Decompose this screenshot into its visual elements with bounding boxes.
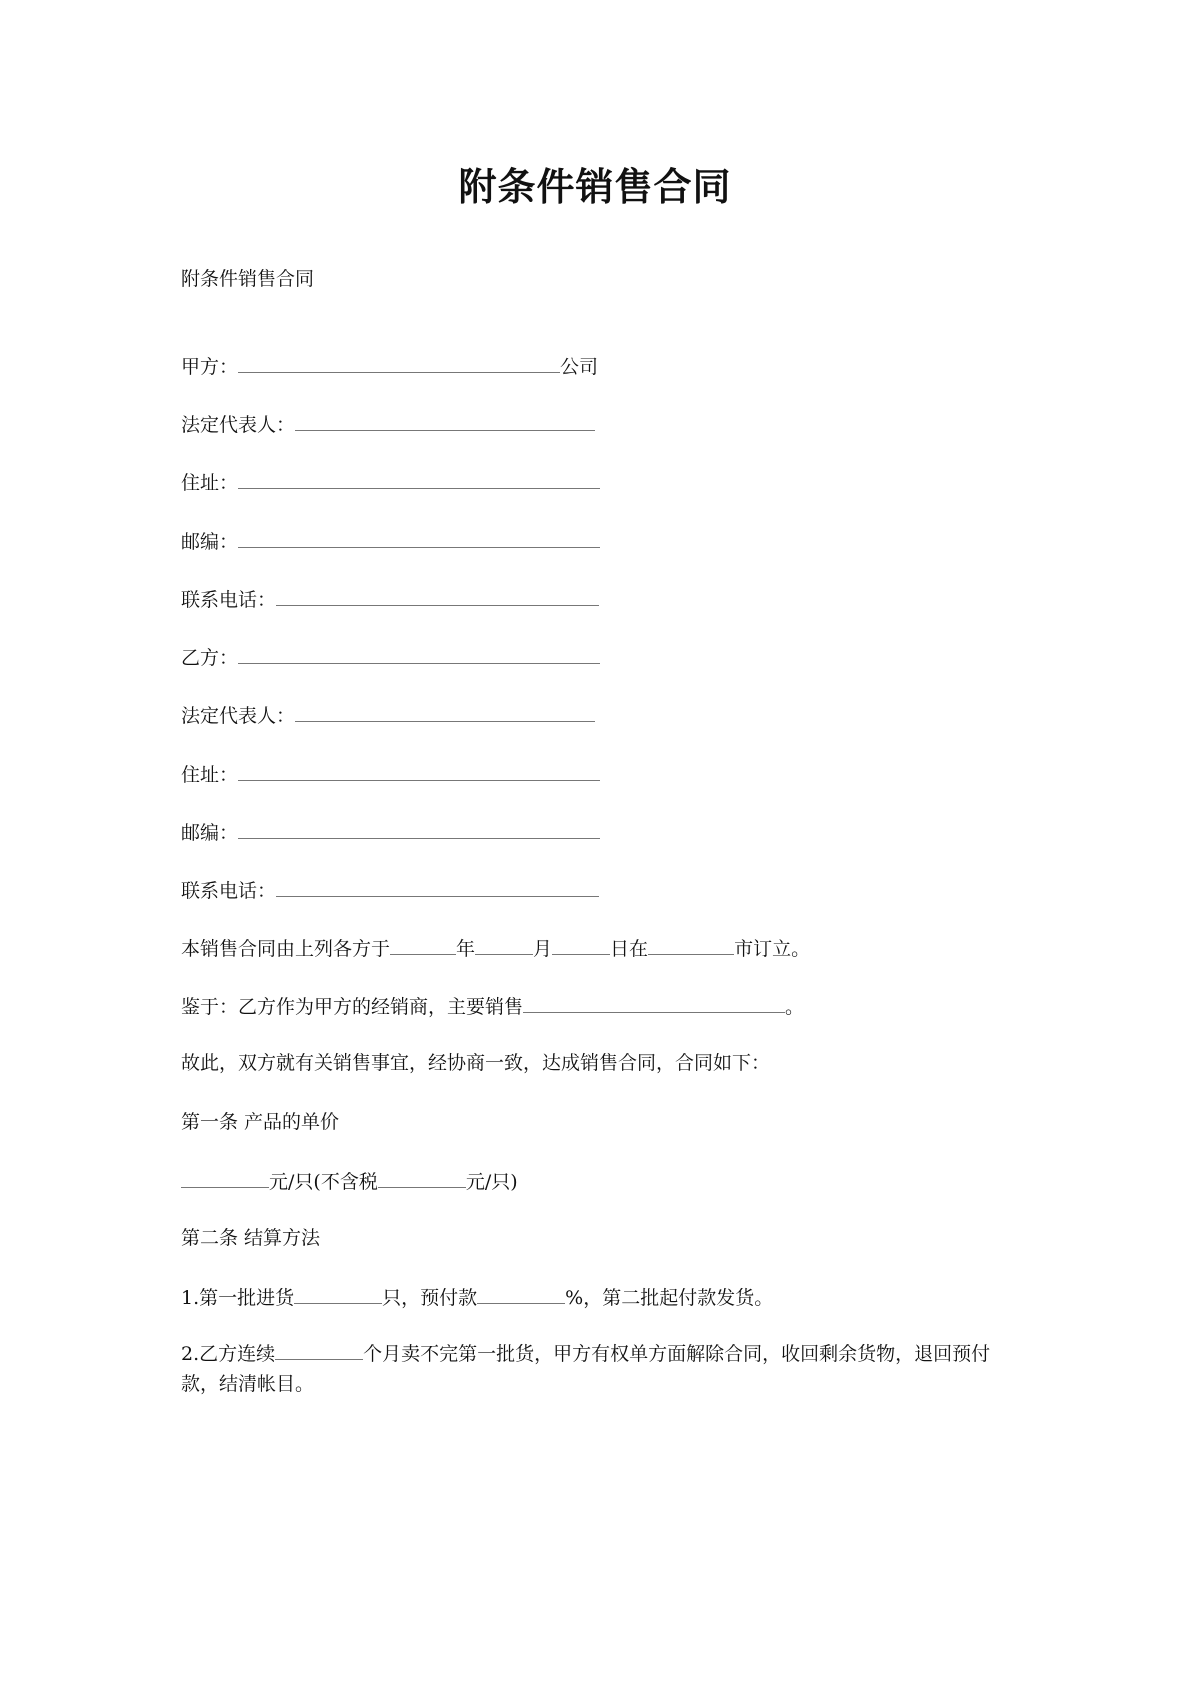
signing-suffix: 市订立。: [734, 938, 811, 960]
article-1-heading: 第一条 产品的单价: [181, 1111, 340, 1133]
price-unit-label: 元/只(不含税: [269, 1171, 378, 1193]
article-2-item-2: [181, 1339, 1011, 1399]
party-a-phone-blank[interactable]: [276, 585, 599, 606]
price-with-tax-blank[interactable]: [181, 1167, 269, 1188]
party-b-postcode-row: [181, 818, 600, 846]
item-1-prefix: 1.第一批进货: [181, 1287, 295, 1309]
month-blank[interactable]: [475, 934, 533, 955]
year-blank[interactable]: [390, 934, 456, 955]
party-a-row: [181, 352, 598, 380]
legal-rep-label: 法定代表人：: [181, 705, 296, 727]
party-b-legal-rep-row: [181, 701, 595, 729]
price-unit-end: 元/只): [465, 1171, 518, 1193]
document-subtitle: 附条件销售合同: [181, 268, 315, 290]
party-a-name-blank[interactable]: [238, 352, 560, 373]
document-title: 附条件销售合同: [458, 165, 732, 209]
party-b-address-row: [181, 760, 600, 788]
signing-paragraph: [181, 934, 810, 962]
item-2-text: 个月卖不完第一批货，甲方有权单方面解除合同，收回剩余货物，退回预付款，结清帐目。: [181, 1343, 991, 1395]
month-label: 月: [533, 938, 553, 960]
party-a-legal-rep-blank[interactable]: [295, 410, 595, 431]
address-label: 住址：: [181, 764, 239, 786]
article-2-heading: 第二条 结算方法: [181, 1227, 321, 1249]
months-blank[interactable]: [275, 1339, 363, 1360]
product-blank[interactable]: [523, 992, 785, 1013]
party-b-postcode-blank[interactable]: [238, 818, 600, 839]
item-1-suffix: %，第二批起付款发货。: [565, 1287, 774, 1309]
price-without-tax-blank[interactable]: [378, 1167, 466, 1188]
party-a-postcode-blank[interactable]: [238, 527, 600, 548]
party-a-label: 甲方：: [181, 356, 239, 378]
party-b-row: [181, 643, 600, 671]
party-b-name-blank[interactable]: [238, 643, 600, 664]
party-b-address-blank[interactable]: [238, 760, 600, 781]
party-a-address-blank[interactable]: [238, 468, 600, 489]
party-a-postcode-row: [181, 527, 600, 555]
first-batch-qty-blank[interactable]: [294, 1283, 382, 1304]
party-b-label: 乙方：: [181, 647, 239, 669]
address-label: 住址：: [181, 472, 239, 494]
whereas-paragraph: [181, 992, 804, 1020]
year-label: 年: [456, 938, 476, 960]
party-b-legal-rep-blank[interactable]: [295, 701, 595, 722]
party-a-legal-rep-row: [181, 410, 595, 438]
legal-rep-label: 法定代表人：: [181, 414, 296, 436]
whereas-prefix: 鉴于：乙方作为甲方的经销商，主要销售: [181, 996, 524, 1018]
phone-label: 联系电话：: [181, 880, 277, 902]
whereas-suffix: 。: [785, 996, 805, 1018]
party-b-phone-row: [181, 876, 599, 904]
item-1-mid: 只，预付款: [382, 1287, 478, 1309]
article-1-price-row: [181, 1167, 518, 1195]
postcode-label: 邮编：: [181, 531, 239, 553]
city-blank[interactable]: [648, 934, 734, 955]
item-2-prefix: 2.乙方连续: [181, 1343, 276, 1365]
postcode-label: 邮编：: [181, 822, 239, 844]
party-a-phone-row: [181, 585, 599, 613]
party-b-phone-blank[interactable]: [276, 876, 599, 897]
article-2-item-1: [181, 1283, 773, 1311]
signing-prefix: 本销售合同由上列各方于: [181, 938, 391, 960]
party-a-suffix: 公司: [560, 356, 599, 378]
prepayment-percent-blank[interactable]: [477, 1283, 565, 1304]
day-blank[interactable]: [552, 934, 610, 955]
day-label: 日在: [610, 938, 649, 960]
party-a-address-row: [181, 468, 600, 496]
agreement-intro: 故此，双方就有关销售事宜，经协商一致，达成销售合同，合同如下：: [181, 1052, 771, 1074]
phone-label: 联系电话：: [181, 589, 277, 611]
